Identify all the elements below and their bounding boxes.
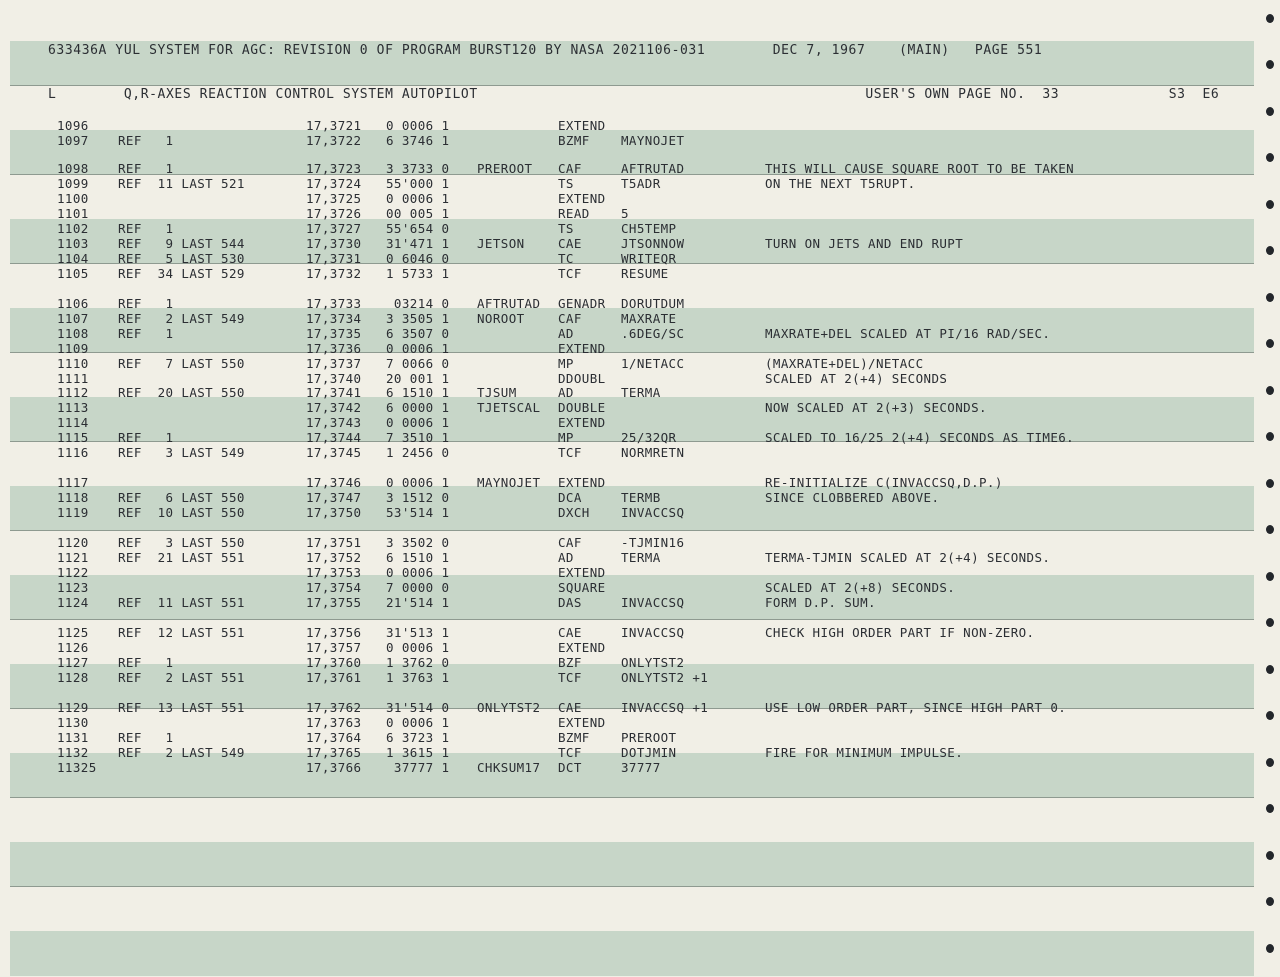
operand: AFTRUTAD: [621, 161, 685, 176]
line-number: 1129: [57, 700, 89, 715]
line-number: 1100: [57, 191, 89, 206]
line-number: 1104: [57, 251, 89, 266]
octal-word: 6 0000 1: [386, 400, 450, 415]
line-number: 1113: [57, 400, 89, 415]
reference-note: REF 1: [118, 730, 174, 745]
opcode: DDOUBL: [558, 371, 606, 386]
octal-word: 55'000 1: [386, 176, 450, 191]
octal-word: 0 0006 1: [386, 118, 450, 133]
opcode: BZMF: [558, 133, 590, 148]
opcode: CAF: [558, 161, 582, 176]
reference-note: REF 9 LAST 544: [118, 236, 245, 251]
operand: MAXRATE: [621, 311, 677, 326]
memory-address: 17,3723: [306, 161, 362, 176]
comment: USE LOW ORDER PART, SINCE HIGH PART 0.: [765, 700, 1067, 715]
memory-address: 17,3742: [306, 400, 362, 415]
line-number: 1120: [57, 535, 89, 550]
reference-note: REF 5 LAST 530: [118, 251, 245, 266]
comment: NOW SCALED AT 2(+3) SECONDS.: [765, 400, 987, 415]
memory-address: 17,3726: [306, 206, 362, 221]
octal-word: 1 3615 1: [386, 745, 450, 760]
line-number: 1121: [57, 550, 89, 565]
reference-note: REF 20 LAST 550: [118, 385, 245, 400]
reference-note: REF 7 LAST 550: [118, 356, 245, 371]
line-number: 1118: [57, 490, 89, 505]
line-number: 1117: [57, 475, 89, 490]
memory-address: 17,3750: [306, 505, 362, 520]
memory-address: 17,3745: [306, 445, 362, 460]
octal-word: 3 3505 1: [386, 311, 450, 326]
operand: 37777: [621, 760, 661, 775]
comment: (MAXRATE+DEL)/NETACC: [765, 356, 924, 371]
memory-address: 17,3751: [306, 535, 362, 550]
symbol-label: PREROOT: [477, 161, 533, 176]
symbol-label: AFTRUTAD: [477, 296, 541, 311]
octal-word: 3 1512 0: [386, 490, 450, 505]
opcode: TS: [558, 221, 574, 236]
line-number: 1108: [57, 326, 89, 341]
octal-word: 31'513 1: [386, 625, 450, 640]
operand: JTSONNOW: [621, 236, 685, 251]
operand: T5ADR: [621, 176, 661, 191]
opcode: CAE: [558, 625, 582, 640]
opcode: DAS: [558, 595, 582, 610]
octal-word: 0 6046 0: [386, 251, 450, 266]
operand: TERMB: [621, 490, 661, 505]
reference-note: REF 1: [118, 655, 174, 670]
memory-address: 17,3757: [306, 640, 362, 655]
memory-address: 17,3765: [306, 745, 362, 760]
opcode: AD: [558, 326, 574, 341]
memory-address: 17,3740: [306, 371, 362, 386]
opcode: DOUBLE: [558, 400, 606, 415]
line-number: 1114: [57, 415, 89, 430]
memory-address: 17,3762: [306, 700, 362, 715]
comment: CHECK HIGH ORDER PART IF NON-ZERO.: [765, 625, 1035, 640]
line-number: 1096: [57, 118, 89, 133]
memory-address: 17,3731: [306, 251, 362, 266]
memory-address: 17,3735: [306, 326, 362, 341]
memory-address: 17,3724: [306, 176, 362, 191]
line-number: 1126: [57, 640, 89, 655]
line-number: 1102: [57, 221, 89, 236]
octal-word: 31'514 0: [386, 700, 450, 715]
opcode: BZMF: [558, 730, 590, 745]
octal-word: 7 0000 0: [386, 580, 450, 595]
memory-address: 17,3760: [306, 655, 362, 670]
memory-address: 17,3755: [306, 595, 362, 610]
reference-note: REF 10 LAST 550: [118, 505, 245, 520]
opcode: TCF: [558, 745, 582, 760]
octal-word: 6 3746 1: [386, 133, 450, 148]
line-number: 1105: [57, 266, 89, 281]
line-number: 11325: [57, 760, 97, 775]
opcode: READ: [558, 206, 590, 221]
octal-word: 0 0006 1: [386, 341, 450, 356]
comment: TERMA-TJMIN SCALED AT 2(+4) SECONDS.: [765, 550, 1051, 565]
operand: -TJMIN16: [621, 535, 685, 550]
line-number: 1110: [57, 356, 89, 371]
operand: DOTJMIN: [621, 745, 677, 760]
opcode: EXTEND: [558, 118, 606, 133]
opcode: CAF: [558, 311, 582, 326]
reference-note: REF 1: [118, 326, 174, 341]
operand: TERMA: [621, 550, 661, 565]
reference-note: REF 3 LAST 550: [118, 535, 245, 550]
comment: SCALED AT 2(+8) SECONDS.: [765, 580, 956, 595]
memory-address: 17,3725: [306, 191, 362, 206]
memory-address: 17,3722: [306, 133, 362, 148]
octal-word: 1 3763 1: [386, 670, 450, 685]
opcode: AD: [558, 550, 574, 565]
reference-note: REF 11 LAST 521: [118, 176, 245, 191]
operand: ONLYTST2: [621, 655, 685, 670]
octal-word: 00 005 1: [386, 206, 450, 221]
octal-word: 1 2456 0: [386, 445, 450, 460]
reference-note: REF 2 LAST 549: [118, 745, 245, 760]
memory-address: 17,3737: [306, 356, 362, 371]
reference-note: REF 1: [118, 133, 174, 148]
reference-note: REF 1: [118, 430, 174, 445]
memory-address: 17,3764: [306, 730, 362, 745]
operand: NORMRETN: [621, 445, 685, 460]
octal-word: 1 3762 0: [386, 655, 450, 670]
octal-word: 6 3723 1: [386, 730, 450, 745]
memory-address: 17,3746: [306, 475, 362, 490]
comment: SCALED TO 16/25 2(+4) SECONDS AS TIME6.: [765, 430, 1075, 445]
line-number: 1130: [57, 715, 89, 730]
opcode: TS: [558, 176, 574, 191]
octal-word: 0 0006 1: [386, 715, 450, 730]
reference-note: REF 34 LAST 529: [118, 266, 245, 281]
operand: ONLYTST2 +1: [621, 670, 709, 685]
comment: ON THE NEXT T5RUPT.: [765, 176, 916, 191]
opcode: DXCH: [558, 505, 590, 520]
opcode: TCF: [558, 445, 582, 460]
reference-note: REF 13 LAST 551: [118, 700, 245, 715]
octal-word: 20 001 1: [386, 371, 450, 386]
line-number: 1131: [57, 730, 89, 745]
octal-word: 7 3510 1: [386, 430, 450, 445]
reference-note: REF 1: [118, 221, 174, 236]
comment: THIS WILL CAUSE SQUARE ROOT TO BE TAKEN: [765, 161, 1075, 176]
memory-address: 17,3763: [306, 715, 362, 730]
operand: .6DEG/SC: [621, 326, 685, 341]
opcode: CAE: [558, 700, 582, 715]
comment: TURN ON JETS AND END RUPT: [765, 236, 964, 251]
reference-note: REF 2 LAST 551: [118, 670, 245, 685]
opcode: MP: [558, 356, 574, 371]
memory-address: 17,3761: [306, 670, 362, 685]
line-number: 1123: [57, 580, 89, 595]
memory-address: 17,3727: [306, 221, 362, 236]
memory-address: 17,3721: [306, 118, 362, 133]
memory-address: 17,3756: [306, 625, 362, 640]
operand: DORUTDUM: [621, 296, 685, 311]
opcode: TC: [558, 251, 574, 266]
line-number: 1098: [57, 161, 89, 176]
opcode: AD: [558, 385, 574, 400]
comment: FORM D.P. SUM.: [765, 595, 876, 610]
memory-address: 17,3743: [306, 415, 362, 430]
comment: MAXRATE+DEL SCALED AT PI/16 RAD/SEC.: [765, 326, 1051, 341]
memory-address: 17,3754: [306, 580, 362, 595]
line-number: 1119: [57, 505, 89, 520]
reference-note: REF 12 LAST 551: [118, 625, 245, 640]
symbol-label: CHKSUM17: [477, 760, 541, 775]
operand: 1/NETACC: [621, 356, 685, 371]
line-number: 1109: [57, 341, 89, 356]
opcode: EXTEND: [558, 191, 606, 206]
octal-word: 55'654 0: [386, 221, 450, 236]
octal-word: 6 1510 1: [386, 550, 450, 565]
memory-address: 17,3730: [306, 236, 362, 251]
section-header: L Q,R-AXES REACTION CONTROL SYSTEM AUTOPILOT USER'S OWN PAGE NO. 33 S3 E6: [48, 87, 1220, 102]
page-header: 633436A YUL SYSTEM FOR AGC: REVISION 0 OF PROGRAM BURST120 BY NASA 2021106-031 DEC 7, 1967 (MAIN) PAGE 551: [48, 43, 1043, 58]
memory-address: 17,3752: [306, 550, 362, 565]
line-number: 1101: [57, 206, 89, 221]
memory-address: 17,3753: [306, 565, 362, 580]
memory-address: 17,3744: [306, 430, 362, 445]
opcode: GENADR: [558, 296, 606, 311]
operand: 5: [621, 206, 629, 221]
line-number: 1106: [57, 296, 89, 311]
octal-word: 6 1510 1: [386, 385, 450, 400]
octal-word: 0 0006 1: [386, 640, 450, 655]
memory-address: 17,3741: [306, 385, 362, 400]
line-number: 1103: [57, 236, 89, 251]
opcode: BZF: [558, 655, 582, 670]
symbol-label: ONLYTST2: [477, 700, 541, 715]
line-number: 1107: [57, 311, 89, 326]
operand: INVACCSQ +1: [621, 700, 709, 715]
symbol-label: TJSUM: [477, 385, 517, 400]
opcode: EXTEND: [558, 341, 606, 356]
operand: INVACCSQ: [621, 505, 685, 520]
opcode: EXTEND: [558, 475, 606, 490]
line-number: 1127: [57, 655, 89, 670]
octal-word: 1 5733 1: [386, 266, 450, 281]
reference-note: REF 21 LAST 551: [118, 550, 245, 565]
operand: TERMA: [621, 385, 661, 400]
line-number: 1125: [57, 625, 89, 640]
line-number: 1124: [57, 595, 89, 610]
octal-word: 0 0006 1: [386, 475, 450, 490]
memory-address: 17,3733: [306, 296, 362, 311]
line-number: 1116: [57, 445, 89, 460]
line-number: 1132: [57, 745, 89, 760]
reference-note: REF 3 LAST 549: [118, 445, 245, 460]
octal-word: 21'514 1: [386, 595, 450, 610]
opcode: CAE: [558, 236, 582, 251]
line-number: 1111: [57, 371, 89, 386]
operand: 25/32QR: [621, 430, 677, 445]
octal-word: 7 0066 0: [386, 356, 450, 371]
octal-word: 0 0006 1: [386, 415, 450, 430]
symbol-label: NOROOT: [477, 311, 525, 326]
reference-note: REF 11 LAST 551: [118, 595, 245, 610]
line-number: 1099: [57, 176, 89, 191]
memory-address: 17,3747: [306, 490, 362, 505]
symbol-label: JETSON: [477, 236, 525, 251]
reference-note: REF 2 LAST 549: [118, 311, 245, 326]
opcode: MP: [558, 430, 574, 445]
operand: RESUME: [621, 266, 669, 281]
symbol-label: TJETSCAL: [477, 400, 541, 415]
octal-word: 0 0006 1: [386, 565, 450, 580]
memory-address: 17,3734: [306, 311, 362, 326]
opcode: EXTEND: [558, 640, 606, 655]
opcode: DCA: [558, 490, 582, 505]
symbol-label: MAYNOJET: [477, 475, 541, 490]
octal-word: 31'471 1: [386, 236, 450, 251]
comment: SCALED AT 2(+4) SECONDS: [765, 371, 948, 386]
memory-address: 17,3766: [306, 760, 362, 775]
octal-word: 53'514 1: [386, 505, 450, 520]
operand: INVACCSQ: [621, 595, 685, 610]
comment: FIRE FOR MINIMUM IMPULSE.: [765, 745, 964, 760]
opcode: EXTEND: [558, 415, 606, 430]
opcode: SQUARE: [558, 580, 606, 595]
octal-word: 0 0006 1: [386, 191, 450, 206]
opcode: TCF: [558, 670, 582, 685]
memory-address: 17,3736: [306, 341, 362, 356]
line-number: 1112: [57, 385, 89, 400]
reference-note: REF 1: [118, 161, 174, 176]
octal-word: 6 3507 0: [386, 326, 450, 341]
opcode: TCF: [558, 266, 582, 281]
reference-note: REF 1: [118, 296, 174, 311]
operand: PREROOT: [621, 730, 677, 745]
line-number: 1097: [57, 133, 89, 148]
comment: SINCE CLOBBERED ABOVE.: [765, 490, 940, 505]
line-number: 1122: [57, 565, 89, 580]
octal-word: 3 3733 0: [386, 161, 450, 176]
memory-address: 17,3732: [306, 266, 362, 281]
line-number: 1115: [57, 430, 89, 445]
line-number: 1128: [57, 670, 89, 685]
octal-word: 03214 0: [386, 296, 450, 311]
reference-note: REF 6 LAST 550: [118, 490, 245, 505]
operand: INVACCSQ: [621, 625, 685, 640]
operand: CH5TEMP: [621, 221, 677, 236]
opcode: EXTEND: [558, 715, 606, 730]
octal-word: 3 3502 0: [386, 535, 450, 550]
opcode: EXTEND: [558, 565, 606, 580]
comment: RE-INITIALIZE C(INVACCSQ,D.P.): [765, 475, 1003, 490]
opcode: CAF: [558, 535, 582, 550]
opcode: DCT: [558, 760, 582, 775]
operand: WRITEQR: [621, 251, 677, 266]
octal-word: 37777 1: [386, 760, 450, 775]
operand: MAYNOJET: [621, 133, 685, 148]
